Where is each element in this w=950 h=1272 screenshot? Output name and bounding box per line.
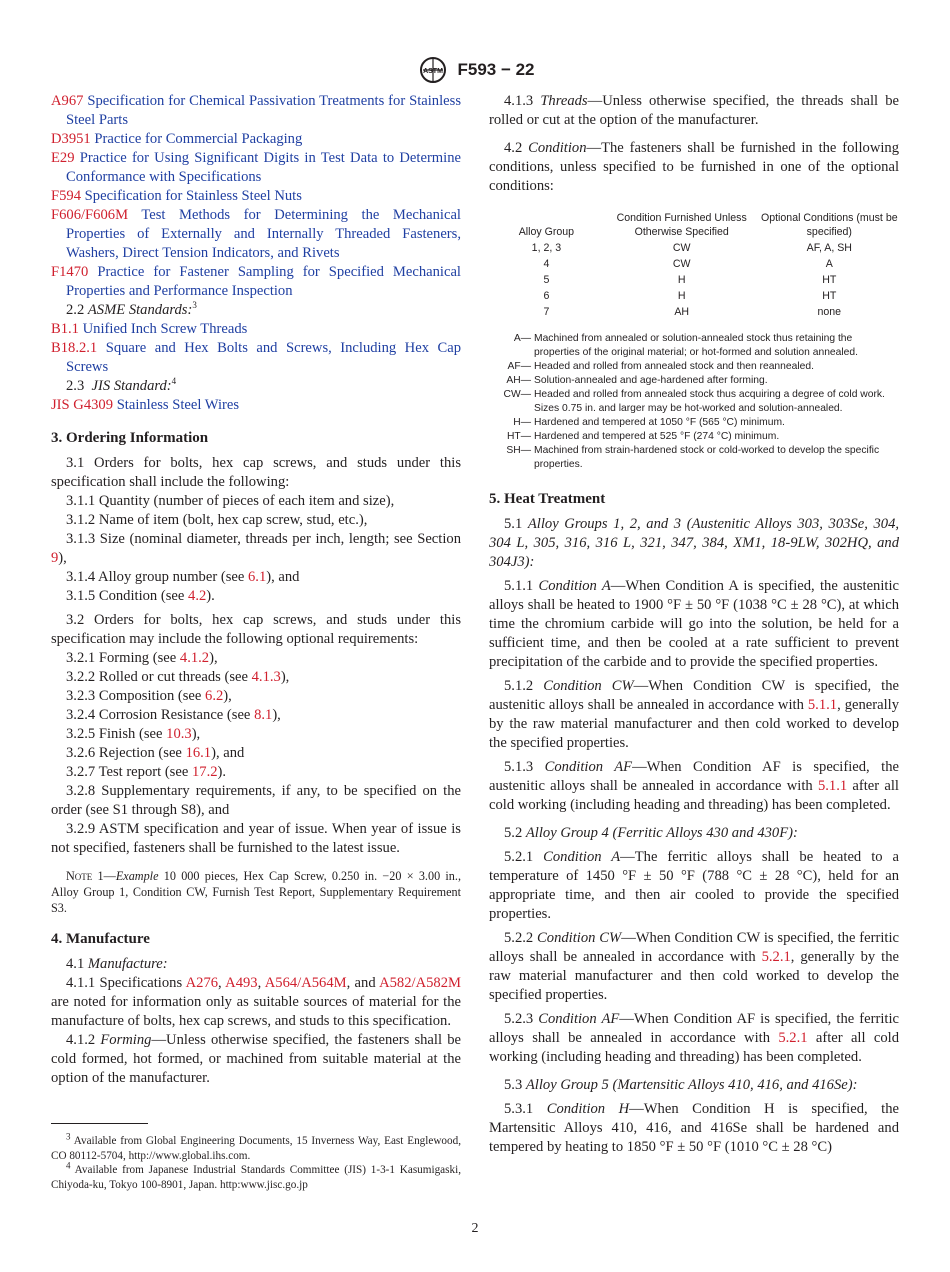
para-4-2: 4.2 Condition—The fasteners shall be furnished in the following conditions, unless specified to be furnished in one of the optional conditions: xyxy=(489,140,900,194)
legend-text: Hardened and tempered at 1050 °F (565 °C) minimum. xyxy=(534,417,785,428)
legend-text: Headed and rolled from annealed stock thus acquiring a degree of cold work. Sizes 0.75 in. and larger may be hot-worked and solution-annealed. xyxy=(534,389,885,414)
link-17-2[interactable]: 17.2 xyxy=(191,764,218,780)
table-cell: CW xyxy=(672,258,691,270)
svg-text:ASTM: ASTM xyxy=(423,68,444,75)
reference-code-link[interactable]: D3951 xyxy=(51,131,91,147)
item-3-2-9: 3.2.9 ASTM specification and year of issue. When year of issue is not specified, fasteners shall be furnished to the latest issue. xyxy=(51,821,461,856)
legend-key: AF— xyxy=(507,361,531,372)
reference-title-link[interactable]: Practice for Commercial Packaging xyxy=(94,131,303,147)
para-5-1-2: 5.1.2 Condition CW—When Condition CW is specified, the austenitic alloys shall be annealed in accordance with 5.1.1, generally by the raw material manufacturer and then cold worked to develop the specified properties. xyxy=(489,678,900,751)
legend-key: A— xyxy=(513,333,531,344)
para-5-1: 5.1 Alloy Groups 1, 2, and 3 (Austenitic Alloys 303, 303Se, 304, 304 L, 305, 316, 316 L, 321, 347, 384, XM1, 18-9LW, 302HQ, and 304J3): xyxy=(489,516,900,570)
para-3-2: 3.2 Orders for bolts, hex cap screws, and studs under this specification may include the following optional requirements: xyxy=(51,612,461,647)
para-5-2: 5.2 Alloy Group 4 (Ferritic Alloys 430 and 430F): xyxy=(504,825,798,841)
link-4-1-2[interactable]: 4.1.2 xyxy=(179,650,210,666)
para-5-1-1: 5.1.1 Condition A—When Condition A is specified, the austenitic alloys shall be heated to 1900 °F ± 50 °F (1038 °C ± 28 °C), at which time the chromium carbide will go into the solution, be held for a sufficient time, and then be cooled at a rate sufficient to prevent precipitation of the carbide and to provide the specified properties. xyxy=(489,578,899,670)
legend-item xyxy=(489,430,899,444)
reference-item xyxy=(51,130,461,149)
reference-title-link[interactable]: Specification for Chemical Passivation Treatments for Stainless Steel Parts xyxy=(66,93,461,128)
legend-text: Solution-annealed and age-hardened after forming. xyxy=(534,375,768,386)
reference-title-link[interactable]: Practice for Using Significant Digits in Test Data to Determine Conformance with Specifications xyxy=(66,150,461,185)
link-16-1[interactable]: 16.1 xyxy=(185,745,212,761)
link-a276[interactable]: A276 xyxy=(185,975,219,991)
table-cell: 7 xyxy=(543,306,550,318)
reference-code-link[interactable]: F594 xyxy=(51,188,82,204)
table-cell: 5 xyxy=(543,274,550,286)
reference-item xyxy=(51,263,461,301)
reference-code-link[interactable]: B1.1 xyxy=(51,321,79,337)
reference-item xyxy=(51,206,461,263)
link-10-3[interactable]: 10.3 xyxy=(166,726,192,742)
reference-title-link[interactable]: Test Methods for Determining the Mechanical Properties of Externally and Internally Threaded Fasteners, Washers, Direct Tension Indicators, and Rivets xyxy=(66,207,461,261)
conditions-table xyxy=(489,210,899,320)
item-3-1-5: 3.1.5 Condition (see 4.2). xyxy=(66,588,215,604)
legend-text: Machined from annealed or solution-annealed stock thus retaining the properties of the original material; or hot-formed and solution annealed. xyxy=(534,333,858,358)
legend-item xyxy=(489,360,899,374)
link-6-1[interactable]: 6.1 xyxy=(248,569,267,585)
link-5-1-1[interactable]: 5.1.1 xyxy=(817,778,848,794)
section-4-heading: 4. Manufacture xyxy=(51,931,150,947)
item-3-1-2: 3.1.2 Name of item (bolt, hex cap screw, stud, etc.), xyxy=(66,512,368,528)
item-3-2-7: 3.2.7 Test report (see 17.2). xyxy=(66,764,227,780)
note-1: Note 1—Example 10 000 pieces, Hex Cap Screw, 0.250 in. −20 × 3.00 in., Alloy Group 1, Condition CW, Furnish Test Report, Supplementary Requirement S3. xyxy=(51,869,461,915)
legend-key: CW— xyxy=(503,389,531,400)
reference-title-link[interactable]: Practice for Fastener Sampling for Specified Mechanical Properties and Performance Inspection xyxy=(66,264,461,299)
document-designation: F593 − 22 xyxy=(457,60,535,79)
page-header xyxy=(0,56,950,84)
item-3-2-6: 3.2.6 Rejection (see 16.1), and xyxy=(66,745,245,761)
link-4-2[interactable]: 4.2 xyxy=(188,588,207,604)
para-3-1: 3.1 Orders for bolts, hex cap screws, and studs under this specification shall include the following: xyxy=(51,455,461,490)
item-3-2-4: 3.2.4 Corrosion Resistance (see 8.1), xyxy=(66,707,281,723)
legend-item xyxy=(489,332,899,360)
legend-item xyxy=(489,374,899,388)
para-5-2-1: 5.2.1 Condition A—The ferritic alloys shall be heated to a temperature of 1450 °F ± 50 °F (788 °C ± 28 °C), held for an appropriate time, and then air cooled to provide the specified properties. xyxy=(489,849,899,922)
reference-item xyxy=(51,92,461,130)
table-cell: AF, A, SH xyxy=(806,242,852,254)
reference-code-link[interactable]: JIS G4309 xyxy=(51,397,114,413)
legend-item xyxy=(489,416,899,430)
table-header-row xyxy=(489,210,899,240)
reference-list xyxy=(51,92,461,301)
link-5-2-1[interactable]: 5.2.1 xyxy=(761,949,791,965)
footnote-4: $^4$ Available from Japanese Industrial Standards Committee (JIS) 1-3-1 Kasumigaski, Chiyoda-ku, Tokyo 100-8901, Japan. http:www.jisc.go.jp xyxy=(51,1160,461,1191)
right-column xyxy=(489,92,899,1157)
legend-key: SH— xyxy=(506,445,531,456)
item-3-1-4: 3.1.4 Alloy group number (see 6.1), and xyxy=(66,569,300,585)
reference-code-link[interactable]: F1470 xyxy=(51,264,89,280)
link-4-1-3[interactable]: 4.1.3 xyxy=(251,669,281,685)
legend-key: HT— xyxy=(506,431,531,442)
item-3-2-1: 3.2.1 Forming (see 4.1.2), xyxy=(66,650,218,666)
table-cell: AH xyxy=(674,306,690,318)
reference-item xyxy=(51,339,461,377)
table-cell: HT xyxy=(822,274,837,286)
section-5-heading: 5. Heat Treatment xyxy=(489,491,606,507)
table-cell: 1, 2, 3 xyxy=(531,242,562,254)
table-row xyxy=(489,240,899,256)
item-3-2-3: 3.2.3 Composition (see 6.2), xyxy=(66,688,232,704)
para-5-1-3: 5.1.3 Condition AF—When Condition AF is specified, the austenitic alloys shall be annealed in accordance with 5.1.1 after all cold working (including heading and threading) has been completed. xyxy=(489,759,899,813)
link-6-2[interactable]: 6.2 xyxy=(205,688,224,704)
col-header-alloy-group: Alloy Group xyxy=(518,226,575,238)
para-5-2-2: 5.2.2 Condition CW—When Condition CW is specified, the ferritic alloys shall be annealed in accordance with 5.2.1, generally by the raw material manufacturer and then cold worked to develop the specified properties. xyxy=(489,930,899,1003)
link-5-2-1[interactable]: 5.2.1 xyxy=(778,1030,808,1046)
para-4-1-3: 4.1.3 Threads—Unless otherwise specified, the threads shall be rolled or cut at the option of the manufacturer. xyxy=(489,93,900,128)
item-3-2-5: 3.2.5 Finish (see 10.3), xyxy=(66,726,201,742)
para-4-1-2: 4.1.2 Forming—Unless otherwise specified, the fasteners shall be cold formed, hot formed, or machined from suitable material at the option of the manufacturer. xyxy=(51,1032,461,1086)
page-number: 2 xyxy=(471,1221,479,1236)
footnote-rule xyxy=(51,1123,148,1124)
legend-item xyxy=(489,388,899,416)
table-row xyxy=(489,304,899,320)
para-5-2-3: 5.2.3 Condition AF—When Condition AF is specified, the ferritic alloys shall be annealed in accordance with 5.2.1 after all cold working (including heading and threading) has been completed. xyxy=(489,1011,899,1065)
item-3-2-8: 3.2.8 Supplementary requirements, if any, to be specified on the order (see S1 through S8), and xyxy=(51,783,461,818)
table-cell: 6 xyxy=(543,290,550,302)
table-cell: H xyxy=(677,274,686,286)
table-legend xyxy=(489,332,899,472)
legend-item xyxy=(489,444,899,472)
table-cell: none xyxy=(817,306,842,318)
legend-text: Hardened and tempered at 525 °F (274 °C) minimum. xyxy=(534,431,780,442)
link-a582[interactable]: A582/A582M xyxy=(379,975,461,991)
legend-text: Machined from strain-hardened stock or cold-worked to develop the specific properties. xyxy=(534,445,880,470)
para-5-3-1: 5.3.1 Condition H—When Condition H is specified, the Martensitic Alloys 410, 416, and 416Se shall be hardened and tempered by heating to 1850 °F ± 50 °F (1010 °C ± 28 °C) xyxy=(489,1101,900,1155)
para-4-1: 4.1 Manufacture: xyxy=(66,956,168,972)
reference-code-link[interactable]: A967 xyxy=(51,93,84,109)
item-3-1-3: 3.1.3 Size (nominal diameter, threads per inch, length; see Section 9), xyxy=(51,531,461,566)
table-cell: H xyxy=(677,290,686,302)
table-cell: A xyxy=(825,258,833,270)
reference-item xyxy=(51,187,461,206)
legend-text: Headed and rolled from annealed stock and then reannealed. xyxy=(534,361,814,372)
col-header-condition: Condition Furnished Unless Otherwise Specified xyxy=(616,212,747,238)
reference-item xyxy=(51,396,461,415)
astm-logo-icon xyxy=(415,56,451,84)
reference-title-link[interactable]: Unified Inch Screw Threads xyxy=(82,321,248,337)
table-row xyxy=(489,256,899,272)
legend-key: H— xyxy=(513,417,531,428)
legend-key: AH— xyxy=(506,375,531,386)
asme-heading: 2.2 ASME Standards:$^3$ xyxy=(66,300,197,318)
footnote-3: $^3$ Available from Global Engineering Documents, 15 Inverness Way, East Englewood, CO 80112-5704, http://www.global.ihs.com. xyxy=(51,1131,461,1162)
para-5-3: 5.3 Alloy Group 5 (Martensitic Alloys 410, 416, and 416Se): xyxy=(504,1077,858,1093)
col-header-optional: Optional Conditions (must be specified) xyxy=(760,212,898,238)
reference-title-link[interactable]: Specification for Stainless Steel Nuts xyxy=(84,188,302,204)
table-cell: HT xyxy=(822,290,837,302)
table-row xyxy=(489,272,899,288)
asme-reference-list xyxy=(51,320,461,377)
jis-heading: 2.3 JIS Standard:$^4$ xyxy=(66,376,177,394)
reference-title-link[interactable]: Stainless Steel Wires xyxy=(116,397,240,413)
reference-item xyxy=(51,149,461,187)
item-3-2-2: 3.2.2 Rolled or cut threads (see 4.1.3), xyxy=(66,669,290,685)
left-column xyxy=(51,92,461,1088)
reference-code-link[interactable]: B18.2.1 xyxy=(51,340,98,356)
reference-code-link[interactable]: F606/F606M xyxy=(51,207,129,223)
jis-reference-list xyxy=(51,396,461,415)
section-3-heading: 3. Ordering Information xyxy=(51,430,209,446)
table-cell: 4 xyxy=(543,258,550,270)
item-3-1-1: 3.1.1 Quantity (number of pieces of each item and size), xyxy=(66,493,395,509)
para-4-1-1: 4.1.1 Specifications A276, A493, A564/A564M, and A582/A582M are noted for information only as suitable sources of material for the manufacture of bolts, hex cap screws, and studs to this specification. xyxy=(51,975,461,1029)
link-a493[interactable]: A493 xyxy=(225,975,258,991)
link-5-1-1[interactable]: 5.1.1 xyxy=(807,697,838,713)
link-section-9[interactable]: 9 xyxy=(51,550,59,566)
link-8-1[interactable]: 8.1 xyxy=(254,707,273,723)
table-cell: CW xyxy=(672,242,691,254)
reference-title-link[interactable]: Square and Hex Bolts and Screws, Including Hex Cap Screws xyxy=(66,340,461,375)
reference-item xyxy=(51,320,461,339)
link-a564[interactable]: A564/A564M xyxy=(264,975,347,991)
table-row xyxy=(489,288,899,304)
reference-code-link[interactable]: E29 xyxy=(51,150,75,166)
